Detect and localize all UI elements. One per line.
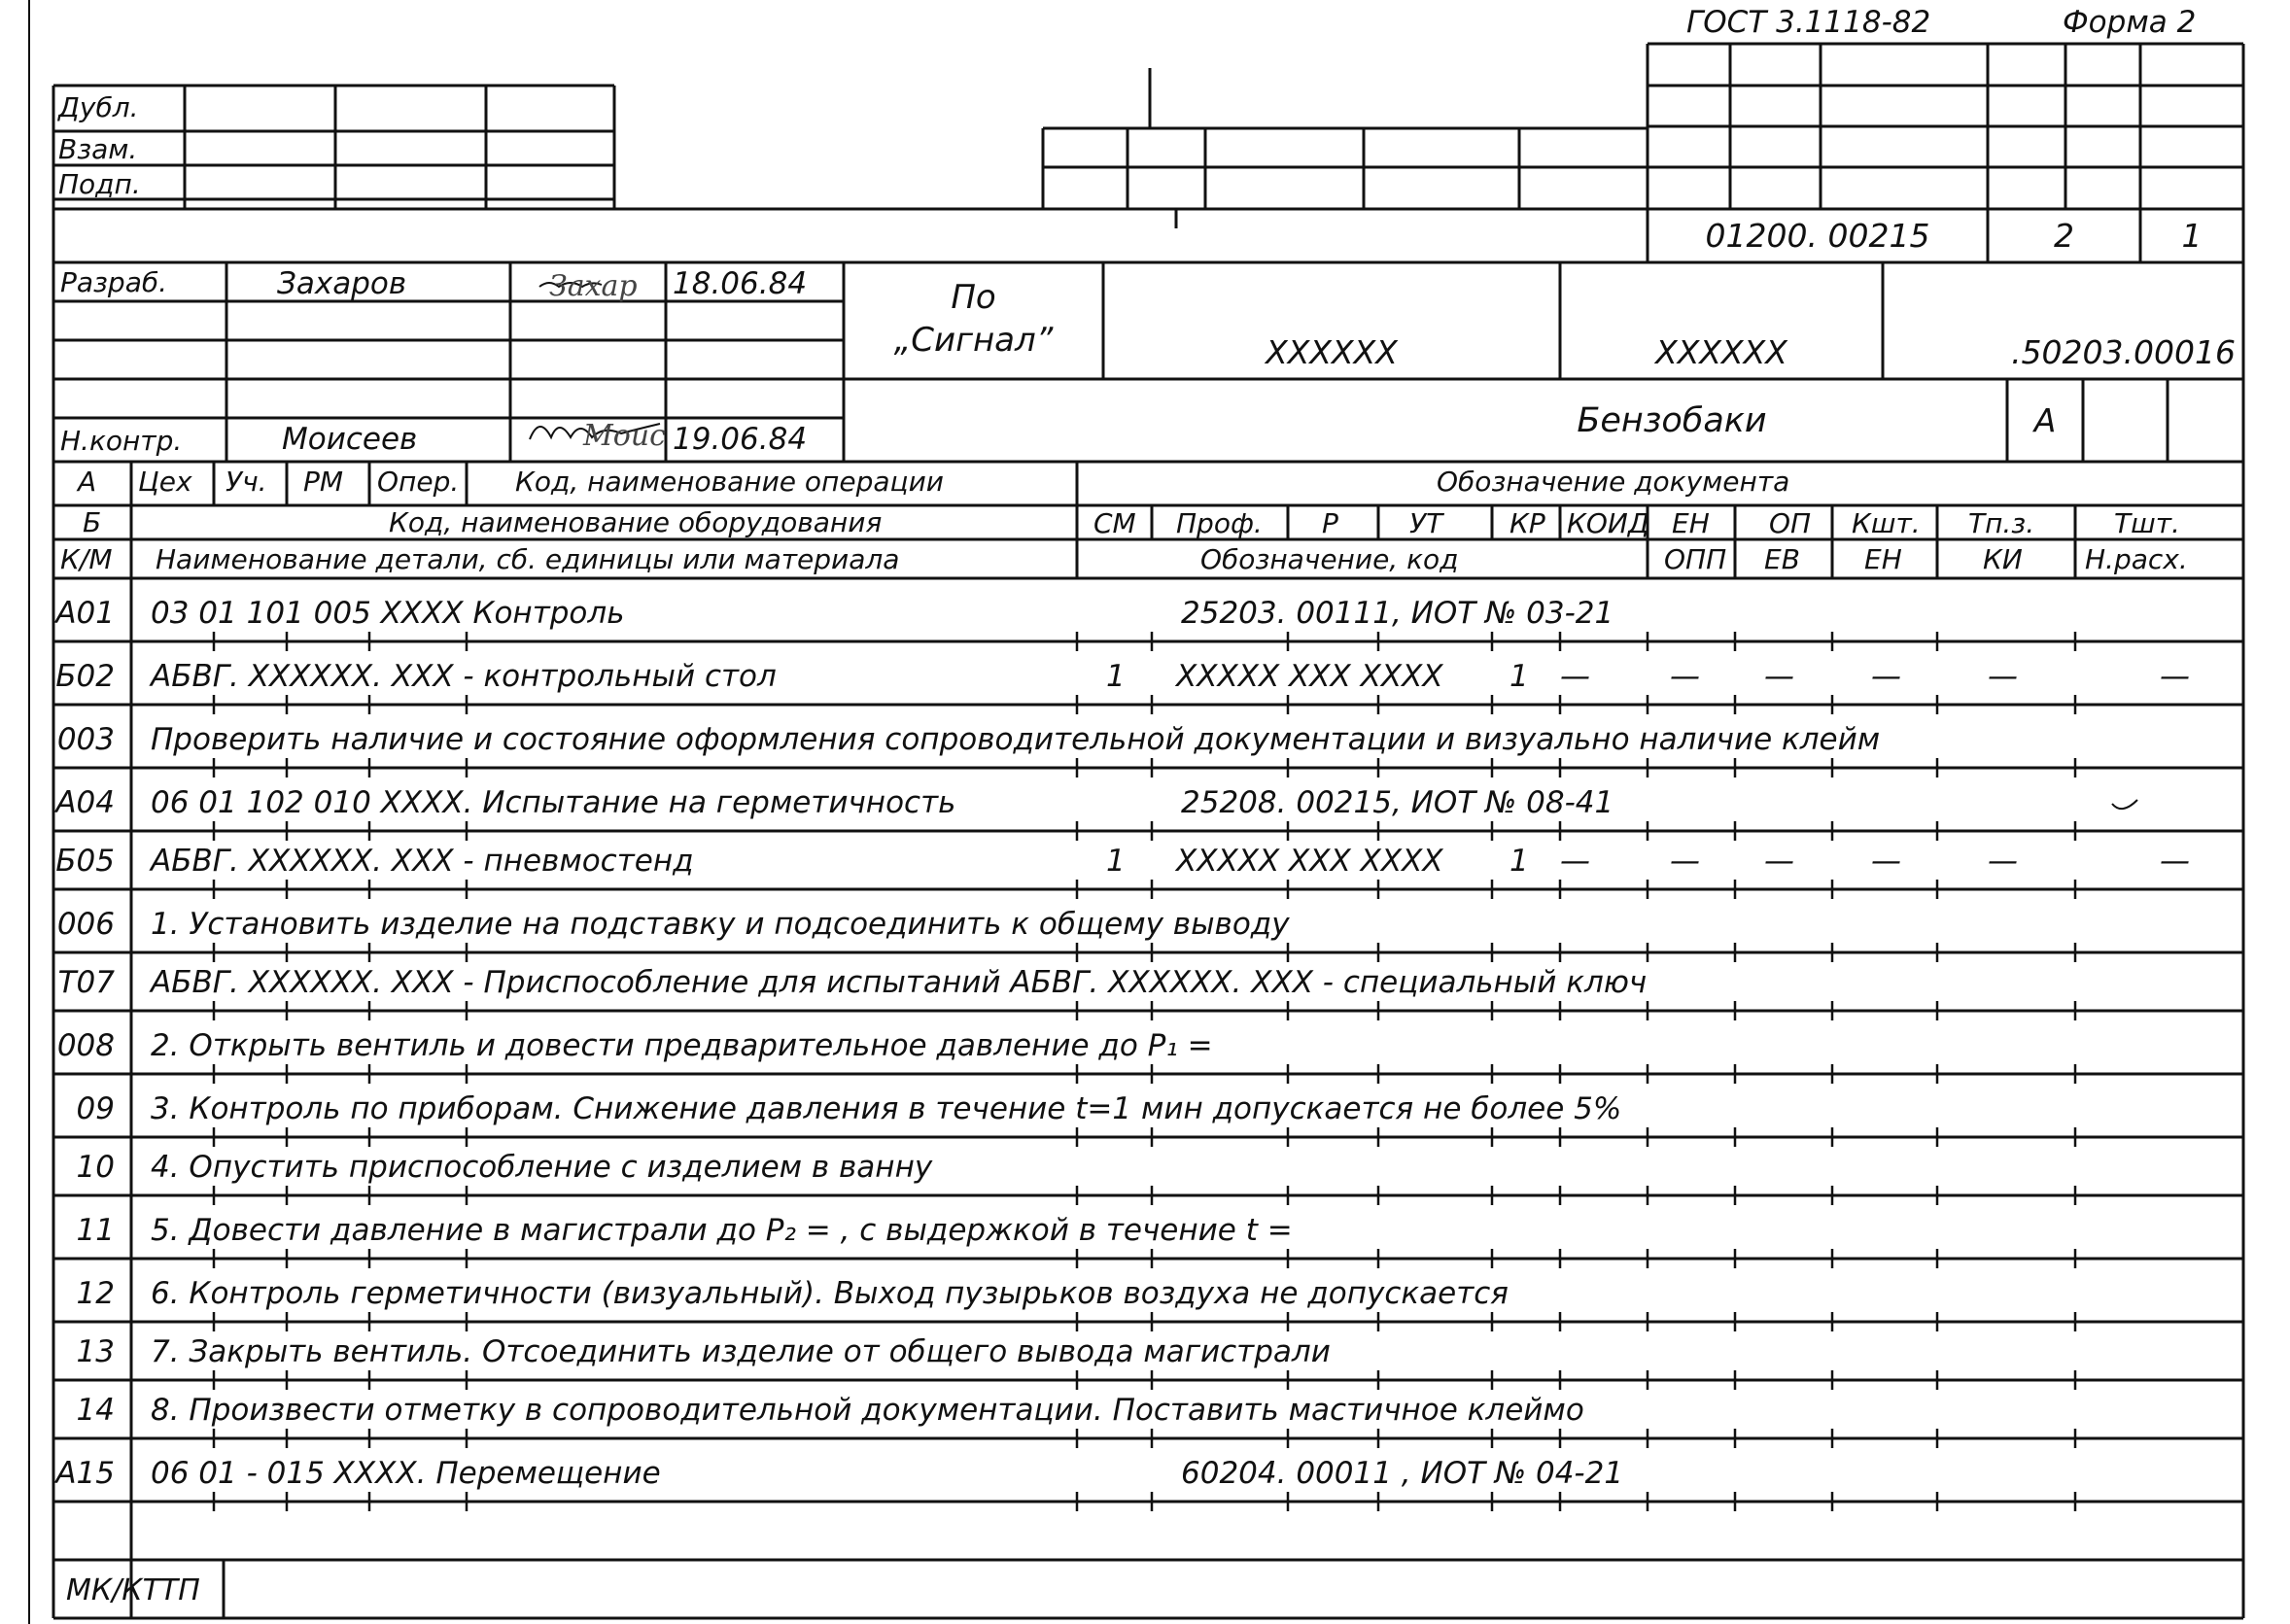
header-col-tsht: Тшт. [2114, 507, 2180, 539]
header-document: Обозначение документа [1437, 466, 1790, 498]
product-name: Бензобаки [1577, 400, 1767, 440]
row-number: 09 [76, 1091, 115, 1126]
row-number: 11 [76, 1213, 115, 1248]
row-number: 003 [56, 722, 115, 757]
header-col-nrash: Н.расх. [2085, 543, 2188, 575]
nkontr-name: Моисеев [282, 422, 418, 457]
header-col-tpz: Тп.з. [1968, 507, 2035, 539]
nkontr-date: 19.06.84 [673, 422, 808, 457]
header-equipment: Код, наименование оборудования [389, 506, 883, 538]
row-number: Б05 [55, 844, 115, 879]
header-b-marker: Б [83, 506, 102, 538]
title-field2: XXXXXX [1655, 333, 1787, 371]
row-dash: — [1764, 844, 1794, 879]
row-dash: — [2160, 844, 2190, 879]
nkontr-label: Н.контр. [60, 425, 183, 457]
row-number: 10 [76, 1150, 115, 1185]
header-col-opp: ОПП [1664, 543, 1727, 575]
row-number: Т07 [57, 965, 115, 1000]
razrab-name: Захаров [277, 266, 407, 301]
row-text: Проверить наличие и состояние оформления сопроводительной документации и визуально наличие клейм [151, 722, 1881, 757]
header-km-marker: К/М [60, 543, 113, 575]
row-text: 1. Установить изделие на подставку и подсоединить к общему выводу [151, 907, 1290, 942]
header-col-tseh: Цех [138, 466, 192, 498]
header-col-kr: КР [1509, 507, 1545, 539]
header-col-prof: Проф. [1176, 507, 1263, 539]
nkontr-signature: Моис [583, 419, 666, 453]
row-equipment-code: XXXXX XXX XXXX [1176, 844, 1443, 879]
row-text: 3. Контроль по приборам. Снижение давления в течение t=1 мин допускается не более 5% [151, 1091, 1622, 1126]
header-operation: Код, наименование операции [515, 466, 944, 498]
row-text: 8. Произвести отметку в сопроводительной документации. Поставить мастичное клеймо [151, 1393, 1584, 1428]
row-number: 14 [76, 1393, 115, 1428]
row-number: 13 [76, 1334, 115, 1369]
row-text: 5. Довести давление в магистрали до P₂ = , с выдержкой в течение t = [151, 1213, 1293, 1248]
org-line2: „Сигнал” [893, 321, 1054, 360]
row-text: АБВГ. XXXXXX. XXX - контрольный стол [151, 659, 777, 694]
row-number: 008 [56, 1028, 115, 1063]
row-quantity: 1 [1106, 659, 1126, 694]
header-col-oper: Опер. [377, 466, 460, 498]
title-designation: .50203.00016 [2011, 333, 2236, 371]
row-text: АБВГ. XXXXXX. XXX - пневмостенд [151, 844, 694, 879]
header-col-r: Р [1322, 507, 1338, 539]
row-text: 06 01 - 015 XXXX. Перемещение [151, 1456, 661, 1491]
stamp-vzam-label: Взам. [58, 133, 138, 165]
razrab-signature: Захар [549, 269, 638, 303]
header-col-ksht: Кшт. [1852, 507, 1921, 539]
stamp-dubl-label: Дубл. [58, 91, 139, 123]
row-number: 12 [76, 1276, 115, 1311]
row-dash: — [1871, 659, 1901, 694]
row-dash: — [1764, 659, 1794, 694]
row-number: А04 [55, 785, 115, 820]
row-dash: — [2160, 659, 2190, 694]
row-number: А15 [55, 1456, 115, 1491]
row-number: Б02 [55, 659, 115, 694]
header-col-koid: КОИД [1567, 507, 1649, 539]
row-dash: — [1670, 844, 1700, 879]
row-dash: — [1560, 659, 1590, 694]
row-text: 03 01 101 005 XXXX Контроль [151, 596, 625, 631]
document-code: 01200. 00215 [1705, 217, 1930, 255]
header-part: Наименование детали, сб. единицы или материала [156, 543, 900, 575]
check-mark [2112, 800, 2137, 809]
title-field1: XXXXXX [1266, 333, 1398, 371]
row-text: 06 01 102 010 XXXX. Испытание на герметичность [151, 785, 956, 820]
row-dash: — [1988, 659, 2018, 694]
gost-number: ГОСТ 3.1118-82 [1686, 5, 1931, 40]
header-col-rm: РМ [303, 466, 344, 498]
razrab-label: Разраб. [60, 266, 168, 298]
org-line1: По [951, 278, 996, 317]
form-number: Форма 2 [2063, 5, 2197, 40]
razrab-date: 18.06.84 [673, 266, 808, 301]
header-col-en: ЕН [1672, 507, 1710, 539]
row-text: 6. Контроль герметичности (визуальный). Выход пузырьков воздуха не допускается [151, 1276, 1509, 1311]
row-equipment-code: XXXXX XXX XXXX [1176, 659, 1443, 694]
sheets-total: 2 [2054, 217, 2074, 255]
header-col-uch: Уч. [226, 466, 267, 498]
header-col-ki: КИ [1983, 543, 2023, 575]
row-text: 4. Опустить приспособление с изделием в ванну [151, 1150, 933, 1185]
row-dash: — [1988, 844, 2018, 879]
row-kr: 1 [1509, 844, 1529, 879]
sheet-number: 1 [2181, 217, 2203, 255]
row-dash: — [1560, 844, 1590, 879]
row-kr: 1 [1509, 659, 1529, 694]
row-text: АБВГ. XXXXXX. XXX - Приспособление для испытаний АБВГ. XXXXXX. XXX - специальный ключ [151, 965, 1648, 1000]
header-col-sm: СМ [1093, 507, 1136, 539]
footer-form-code: МК/КТТП [66, 1573, 200, 1607]
stamp-podp-label: Подп. [58, 168, 141, 200]
title-letter: А [2033, 401, 2057, 439]
row-quantity: 1 [1106, 844, 1126, 879]
header-col-ut: УТ [1409, 507, 1443, 539]
row-text: 2. Открыть вентиль и довести предварительное давление до P₁ = [151, 1028, 1213, 1063]
header-col-ev: ЕВ [1764, 543, 1800, 575]
header-a-marker: А [78, 466, 97, 498]
row-dash: — [1670, 659, 1700, 694]
row-text: 7. Закрыть вентиль. Отсоединить изделие от общего вывода магистрали [151, 1334, 1331, 1369]
header-col-en2: ЕН [1864, 543, 1902, 575]
row-dash: — [1871, 844, 1901, 879]
header-col-op: ОП [1769, 507, 1812, 539]
header-code: Обозначение, код [1200, 543, 1459, 575]
row-number: А01 [55, 596, 115, 631]
row-document: 25208. 00215, ИОТ № 08-41 [1181, 785, 1614, 820]
row-document: 25203. 00111, ИОТ № 03-21 [1181, 596, 1614, 631]
row-document: 60204. 00011 , ИОТ № 04-21 [1181, 1456, 1624, 1491]
row-number: 006 [56, 907, 115, 942]
